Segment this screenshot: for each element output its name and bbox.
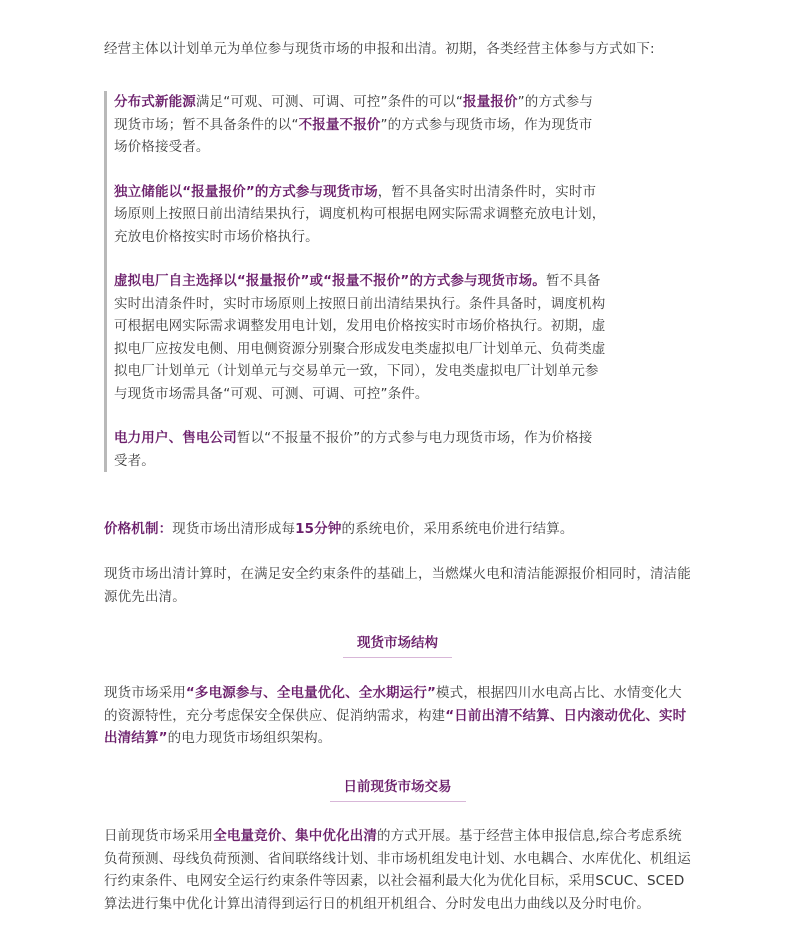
structure-text-2: 模式，根据四川水电高占比、水情变化大的资源特性，充分考虑保安全保供应、促消纳需求，构建	[104, 685, 682, 724]
structure-text-1: 现货市场采用	[104, 685, 186, 701]
participants-blockquote	[104, 91, 614, 472]
intro-paragraph: 经营主体以计划单元为单位参与现货市场的申报和出清。初期，各类经营主体参与方式如下:	[104, 41, 655, 57]
day-ahead-highlight: 全电量竞价、集中优化出清	[213, 828, 378, 844]
distributed-highlight-2: 不报量不报价	[298, 116, 381, 133]
distributed-text-3: ”的方式参与现货市场，作为现货市场价格接受者。	[114, 116, 593, 155]
distributed-highlight-1: 报量报价	[463, 94, 518, 110]
day-ahead-paragraph	[104, 825, 691, 915]
price-highlight: 15分钟	[295, 521, 342, 537]
section-heading-day-ahead	[104, 776, 691, 802]
users-paragraph	[114, 427, 606, 472]
day-ahead-text-1: 日前现货市场采用	[104, 828, 214, 844]
vpp-label: 虚拟电厂自主选择以“报量报价”或“报量不报价”的方式参与现货市场。	[114, 273, 546, 289]
price-mechanism-paragraph	[104, 518, 691, 541]
structure-highlight-1: “多电源参与、全电量优化、全水期运行”	[185, 685, 437, 701]
section-heading-structure	[104, 632, 691, 658]
structure-text-3: 的电力现货市场组织架构。	[167, 730, 332, 746]
storage-label: 独立储能以“报量报价”的方式参与现货市场	[114, 183, 378, 200]
structure-paragraph	[104, 682, 691, 750]
day-ahead-text-2: 的方式开展。基于经营主体申报信息,综合考虑系统负荷预测、母线负荷预测、省间联络线计划、非市场机组发电计划、水电耦合、水库优化、机组运行约束条件、电网安全运行约束条件等因素，以社会福利最大化为优化目标，采用SCUC、SCED算法进行集中优化计算出清得到运行日的机组开机组合、分时发电出力曲线以及分时电价。	[104, 828, 691, 912]
distributed-energy-paragraph	[114, 91, 606, 159]
storage-paragraph	[114, 181, 606, 249]
price-text-2: 的系统电价，采用系统电价进行结算。	[341, 521, 574, 537]
storage-text: ，暂不具备实时出清条件时，实时市场原则上按照日前出清结果执行，调度机构可根据电网实际需求调整充放电计划，充放电价格按实时市场价格执行。	[114, 183, 606, 245]
users-label: 电力用户、售电公司	[114, 430, 237, 446]
distributed-energy-label: 分布式新能源	[114, 94, 196, 110]
distributed-text-2: ”的方式参与现货市场；暂不具备条件的以“	[114, 94, 594, 133]
vpp-text: 暂不具备实时出清条件时，实时市场原则上按照日前出清结果执行。条件具备时，调度机构可根据电网实际需求调整发用电计划，发用电价格按实时市场价格执行。初期，虚拟电厂应按发电侧、用电侧资源分别聚合形成发电类虚拟电厂计划单元、负荷类虚拟电厂计划单元（计划单元与交易单元一致，下同），发电类虚拟电厂计划单元参与现货市场需具备“可观、可测、可调、可控”条件。	[114, 273, 606, 402]
price-text-1: 现货市场出清形成每	[172, 521, 296, 537]
users-text: 暂以“不报量不报价”的方式参与电力现货市场，作为价格接受者。	[114, 430, 593, 469]
structure-highlight-2: “日前出清不结算、日内滚动优化、实时出清结算”	[104, 707, 687, 746]
day-ahead-title: 日前现货市场交易	[330, 777, 466, 802]
vpp-paragraph	[114, 270, 606, 405]
structure-title: 现货市场结构	[343, 633, 452, 658]
distributed-text-1: 满足“可观、可测、可调、可控”条件的可以“	[195, 94, 464, 110]
price-label: 价格机制：	[104, 521, 173, 537]
clearing-paragraph: 现货市场出清计算时，在满足安全约束条件的基础上，当燃煤火电和清洁能源报价相同时，清洁能源优先出清。	[104, 566, 691, 605]
